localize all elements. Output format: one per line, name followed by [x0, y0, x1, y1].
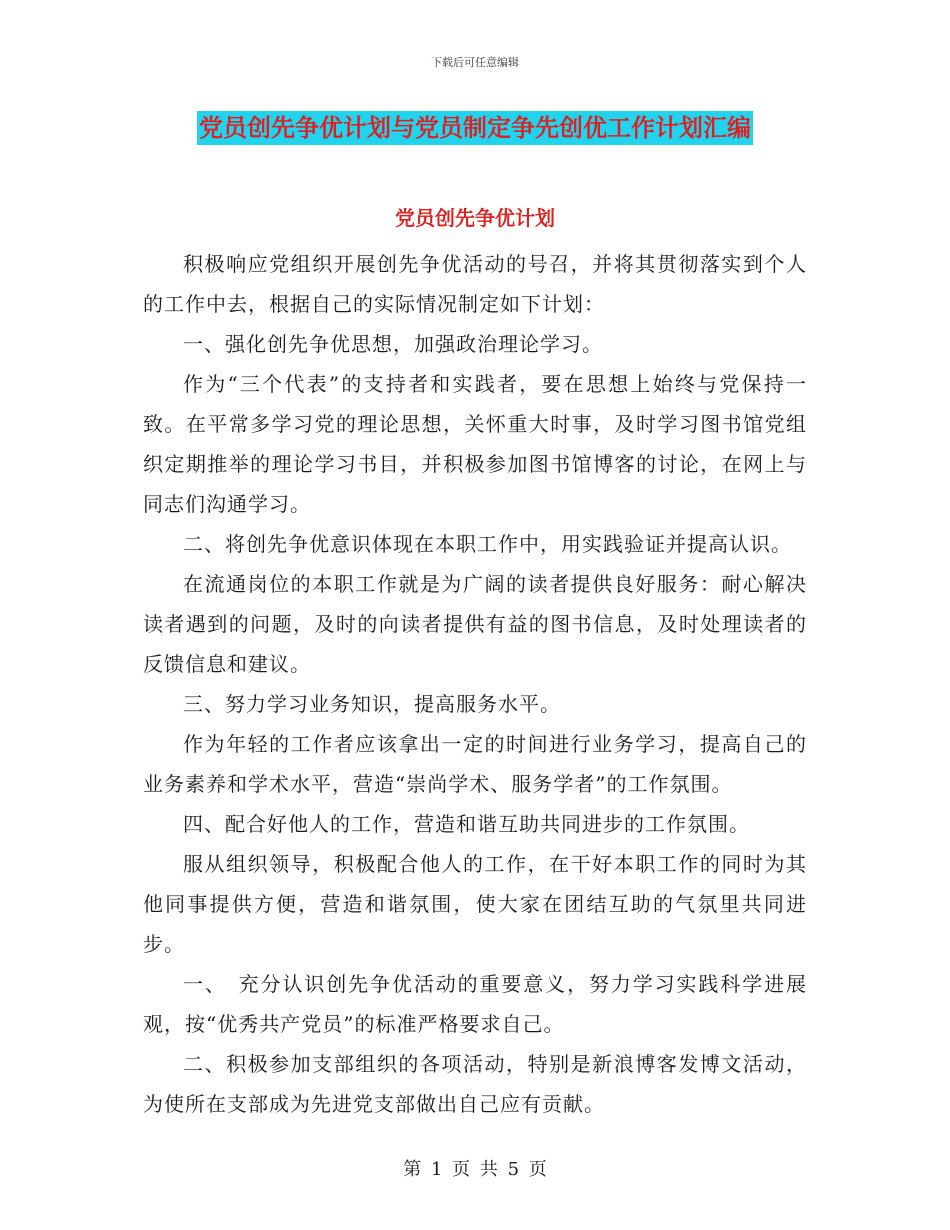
paragraph: 一、 充分认识创先争优活动的重要意义，努力学习实践科学进展观，按“优秀共产党员”的标准严格要求自己。	[143, 972, 807, 1036]
section-title: 党员创先争优计划	[395, 206, 555, 230]
body-text	[143, 244, 807, 1124]
paragraph: 作为“三个代表”的支持者和实践者，要在思想上始终与党保持一致。在平常多学习党的理论思想，关怀重大时事，及时学习图书馆党组织定期推举的理论学习书目，并积极参加图书馆博客的讨论，在网上与同志们沟通学习。	[143, 372, 807, 516]
paragraph: 二、积极参加支部组织的各项活动，特别是新浪博客发博文活动，为使所在支部成为先进党支部做出自己应有贡献。	[143, 1052, 807, 1116]
page-footer: 第 1 页 共 5 页	[403, 1159, 547, 1180]
paragraph: 二、将创先争优意识体现在本职工作中，用实践验证并提高认识。	[183, 532, 792, 556]
paragraph: 积极响应党组织开展创先争优活动的号召，并将其贯彻落实到个人的工作中去，根据自己的实际情况制定如下计划：	[143, 252, 807, 316]
header-note: 下载后可任意编辑	[431, 56, 519, 69]
paragraph: 三、努力学习业务知识，提高服务水平。	[183, 692, 561, 716]
paragraph: 一、强化创先争优思想，加强政治理论学习。	[183, 332, 603, 356]
paragraph: 四、配合好他人的工作，营造和谐互助共同进步的工作氛围。	[183, 812, 750, 836]
main-title-wrap	[0, 111, 950, 145]
paragraph: 服从组织领导，积极配合他人的工作，在干好本职工作的同时为其他同事提供方便，营造和谐氛围，使大家在团结互助的气氛里共同进步。	[143, 852, 807, 956]
paragraph: 作为年轻的工作者应该拿出一定的时间进行业务学习，提高自己的业务素养和学术水平，营造“崇尚学术、服务学者”的工作氛围。	[143, 732, 807, 796]
main-title: 党员创先争优计划与党员制定争先创优工作计划汇编	[197, 111, 753, 145]
paragraph: 在流通岗位的本职工作就是为广阔的读者提供良好服务：耐心解决读者遇到的问题，及时的向读者提供有益的图书信息，及时处理读者的反馈信息和建议。	[143, 572, 807, 676]
